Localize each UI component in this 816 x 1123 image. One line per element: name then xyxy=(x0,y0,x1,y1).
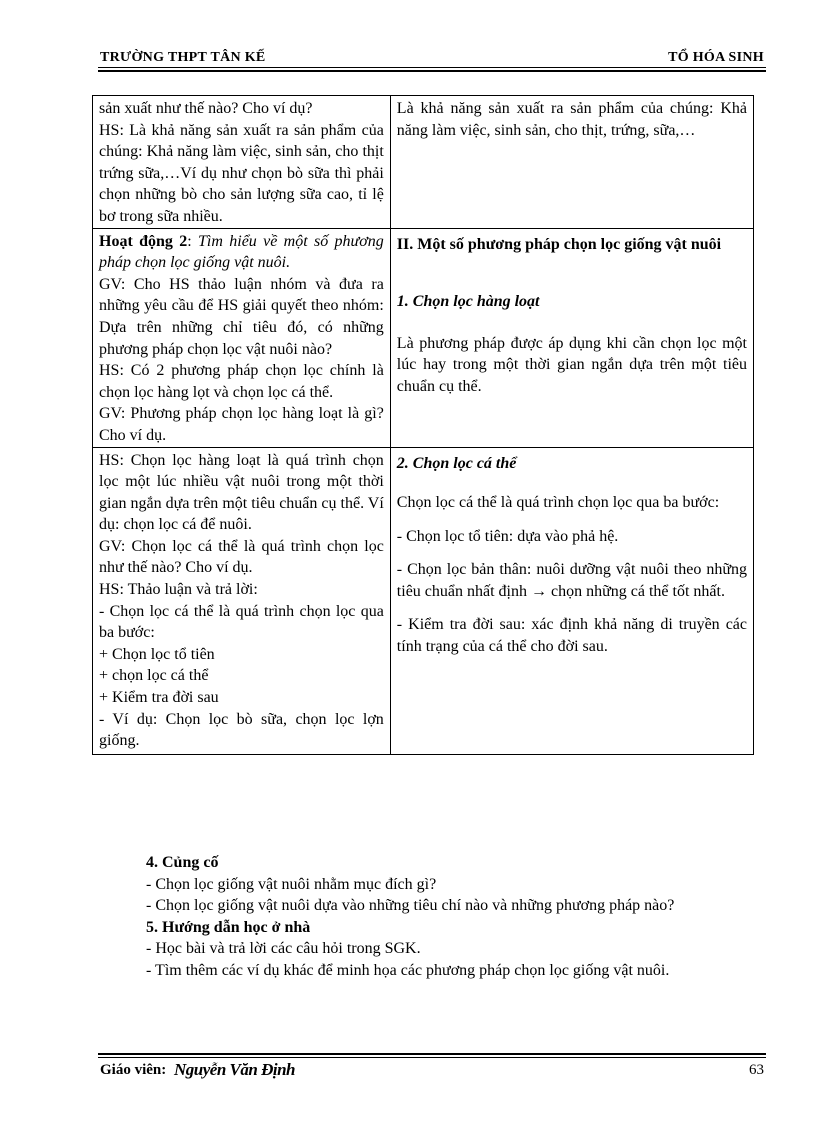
teacher-label: Giáo viên: xyxy=(100,1062,167,1078)
activity-heading: Hoạt động 2: Tìm hiểu về một số phương pháp chọn lọc giống vật nuôi. xyxy=(99,232,384,272)
table-row xyxy=(93,447,754,754)
lesson-table xyxy=(92,95,754,755)
footer-rule-thin xyxy=(98,1057,766,1058)
lesson-conclusion xyxy=(100,852,768,982)
subsection-title: 2. Chọn lọc cá thể xyxy=(396,454,517,472)
text-line: + Kiểm tra đời sau xyxy=(99,689,219,707)
section-title: 5. Hướng dẫn học ở nhà xyxy=(146,918,311,936)
subsection-title: 1. Chọn lọc hàng loạt xyxy=(396,293,540,311)
text-line: - Tìm thêm các ví dụ khác để minh họa các phương pháp chọn lọc giống vật nuôi. xyxy=(146,961,670,979)
text-line: GV: Phương pháp chọn lọc hàng loạt là gì? Cho ví dụ. xyxy=(99,405,384,444)
content-cell xyxy=(390,447,753,754)
section-title: 4. Củng cố xyxy=(146,854,219,871)
content-cell xyxy=(390,96,753,229)
page-footer xyxy=(98,1060,766,1082)
text-line: - Chọn lọc bản thân: nuôi dưỡng vật nuôi theo những tiêu chuẩn nhất định → chọn những cá thể tốt nhất. xyxy=(396,561,747,600)
text-line: - Chọn lọc cá thể là quá trình chọn lọc qua ba bước: xyxy=(99,602,384,642)
header-rule-thin xyxy=(98,67,766,68)
content-cell xyxy=(390,228,753,447)
teacher-student-cell xyxy=(93,447,391,754)
text-line: + Chọn lọc tổ tiên xyxy=(99,645,215,663)
text-line: - Kiểm tra đời sau: xác định khả năng di truyền các tính trạng của cá thể cho đời sau. xyxy=(396,616,747,656)
section-title: II. Một số phương pháp chọn lọc giống vật nuôi xyxy=(396,235,722,253)
page-header xyxy=(98,48,766,68)
text-line: - Chọn lọc giống vật nuôi dựa vào những tiêu chí nào và những phương pháp nào? xyxy=(146,897,675,915)
text-line: GV: Cho HS thảo luận nhóm và đưa ra những yêu cầu để HS giải quyết theo nhóm: Dựa trên những chỉ tiêu đó, có những phương pháp chọn lọc vật nuôi nào? xyxy=(99,275,384,358)
header-rule-thick xyxy=(98,70,766,72)
footer-rule-thick xyxy=(98,1053,766,1055)
text-line: Là phương pháp được áp dụng khi cần chọn lọc một lúc hay trong một thời gian ngắn dựa trên một tiêu chuẩn cụ thể. xyxy=(396,334,747,395)
text-line: HS: Thảo luận và trả lời: xyxy=(99,581,258,599)
text-line: HS: Chọn lọc hàng loạt là quá trình chọn lọc một lúc nhiều vật nuôi trong một thời gian ngắn dựa trên một tiêu chuẩn cụ thể. Ví dụ: chọn lọc cá để nuôi. xyxy=(99,451,384,534)
page-number: 63 xyxy=(749,1062,764,1078)
text-line: + chọn lọc cá thể xyxy=(99,667,209,685)
text-line: Chọn lọc cá thể là quá trình chọn lọc qua ba bước: xyxy=(396,494,720,512)
activity-label: Hoạt động 2 xyxy=(99,232,188,250)
teacher-name: Nguyễn Văn Định xyxy=(174,1060,295,1079)
text-line: Là khả năng sản xuất ra sản phẩm của chúng: Khả năng làm việc, sinh sản, cho thịt, trứng, sữa,… xyxy=(396,100,747,139)
table-row xyxy=(93,96,754,229)
school-name: TRƯỜNG THPT TÂN KẾ xyxy=(100,50,266,65)
department-name: TỔ HÓA SINH xyxy=(668,50,764,65)
text-line: - Ví dụ: Chọn lọc bò sữa, chọn lọc lợn giống. xyxy=(99,710,384,750)
text-line: - Chọn lọc tổ tiên: dựa vào phả hệ. xyxy=(396,527,619,545)
table-row xyxy=(93,228,754,447)
text-line: - Học bài và trả lời các câu hỏi trong SGK. xyxy=(146,940,421,958)
teacher-student-cell xyxy=(93,96,391,229)
text-line: HS: Là khả năng sản xuất ra sản phẩm của chúng: Khả năng làm việc, sinh sản, cho thịt trứng sữa,…Ví dụ như chọn bò sữa thì phải chọn những bò cho sản lượng sữa cao, tỉ lệ bơ trong sữa nhiều. xyxy=(99,121,384,225)
text-line: sản xuất như thế nào? Cho ví dụ? xyxy=(99,100,313,117)
text-line: GV: Chọn lọc cá thể là quá trình chọn lọc như thế nào? Cho ví dụ. xyxy=(99,537,384,577)
teacher-student-cell xyxy=(93,228,391,447)
text-line: HS: Có 2 phương pháp chọn lọc chính là chọn lọc hàng lọt và chọn lọc cá thể. xyxy=(99,362,384,401)
text-line: - Chọn lọc giống vật nuôi nhằm mục đích gì? xyxy=(146,875,437,893)
activity-title: Tìm hiểu về một số phương pháp chọn lọc giống vật nuôi. xyxy=(99,232,384,272)
